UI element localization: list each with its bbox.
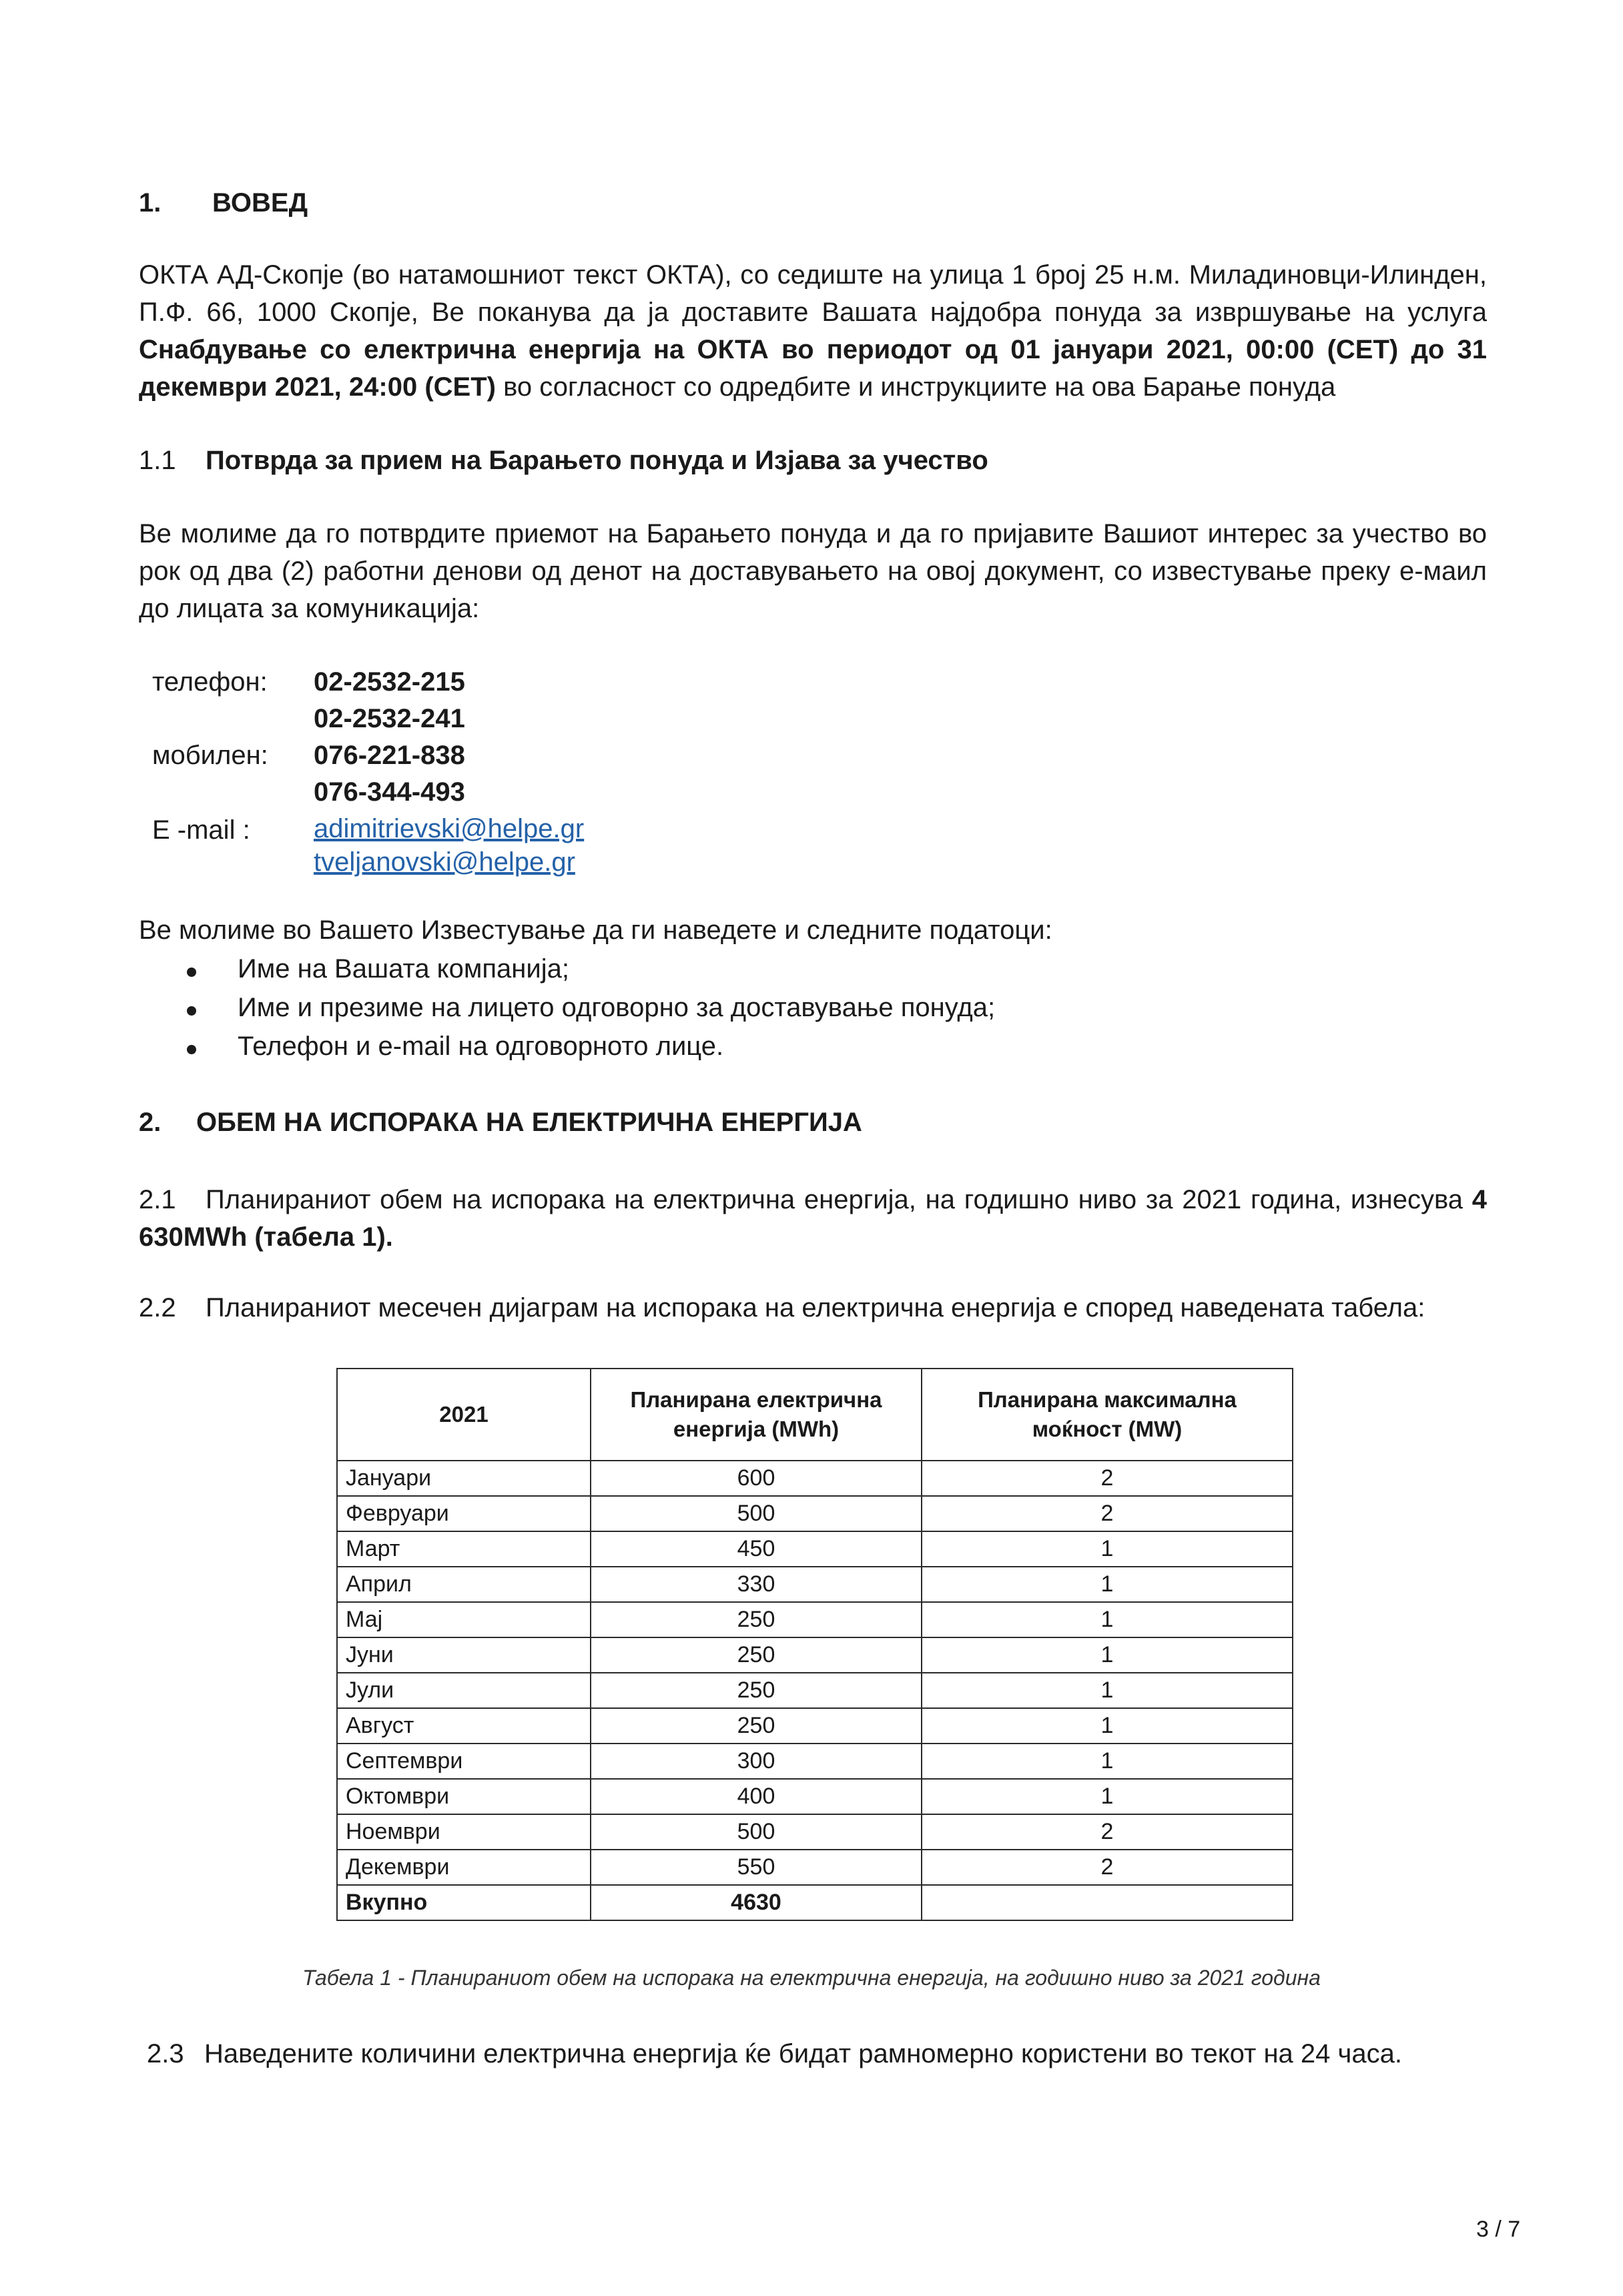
energy-cell: 600 — [591, 1461, 922, 1496]
header-power: Планирана максимална моќност (MW) — [922, 1369, 1293, 1461]
month-cell: Декември — [337, 1850, 591, 1885]
p23-text: Наведените количини електрична енергија ќе бидат рамномерно користени во текот на 24 часа. — [204, 2039, 1402, 2068]
section-1-heading — [139, 188, 308, 218]
section-1-1-title: Потврда за прием на Барањето понуда и Изјава за учество — [206, 446, 988, 475]
paragraph-2-3 — [147, 2035, 1495, 2072]
section-1-title: ВОВЕД — [212, 188, 308, 218]
table-row — [337, 1744, 1293, 1779]
table-row — [337, 1814, 1293, 1850]
header-year: 2021 — [337, 1369, 591, 1461]
mobile-1: 076-221-838 — [314, 741, 465, 770]
month-cell: Февруари — [337, 1496, 591, 1531]
confirmation-paragraph — [139, 515, 1487, 627]
mobile-2: 076-344-493 — [314, 777, 465, 807]
table-row — [337, 1637, 1293, 1673]
month-cell: Мај — [337, 1602, 591, 1637]
power-cell: 2 — [922, 1461, 1293, 1496]
mobile-label: мобилен: — [152, 741, 268, 770]
energy-cell: 250 — [591, 1637, 922, 1673]
table-row — [337, 1673, 1293, 1708]
table-row — [337, 1779, 1293, 1814]
power-cell: 1 — [922, 1531, 1293, 1567]
power-cell: 1 — [922, 1673, 1293, 1708]
month-cell: Ноември — [337, 1814, 591, 1850]
table-row — [337, 1496, 1293, 1531]
section-1-number: 1. — [139, 188, 161, 218]
page-number: 3 / 7 — [1476, 2217, 1521, 2242]
table-total-row — [337, 1885, 1293, 1920]
energy-cell: 330 — [591, 1567, 922, 1602]
p21-text: Планираниот обем на испорака на електрична енергија, на годишно ниво за 2021 година, изнесува — [206, 1185, 1472, 1214]
total-energy: 4630 — [591, 1885, 922, 1920]
total-power — [922, 1885, 1293, 1920]
energy-cell: 400 — [591, 1779, 922, 1814]
section-1-1-heading — [139, 446, 988, 476]
energy-cell: 500 — [591, 1814, 922, 1850]
p22-text: Планираниот месечен дијаграм на испорака на електрична енергија е според наведената табела: — [206, 1293, 1425, 1322]
energy-table — [336, 1368, 1293, 1921]
month-cell: Октомври — [337, 1779, 591, 1814]
phone-label: телефон: — [152, 667, 268, 697]
energy-cell: 500 — [591, 1496, 922, 1531]
paragraph-2-2 — [139, 1289, 1487, 1326]
power-cell: 1 — [922, 1708, 1293, 1744]
notice-item: Телефон и e-mail на одговорното лице. — [238, 1032, 724, 1061]
month-cell: Август — [337, 1708, 591, 1744]
header-energy: Планирана електрична енергија (MWh) — [591, 1369, 922, 1461]
table-header-row — [337, 1369, 1293, 1461]
table-row — [337, 1850, 1293, 1885]
month-cell: Март — [337, 1531, 591, 1567]
table-row — [337, 1461, 1293, 1496]
energy-cell: 250 — [591, 1602, 922, 1637]
energy-cell: 250 — [591, 1673, 922, 1708]
email-link-2[interactable]: tveljanovski@helpe.gr — [314, 847, 575, 877]
p21-number: 2.1 — [139, 1185, 176, 1214]
intro-bold: Снабдување со електрична енергија на ОКТА во периодот од 01 јануари 2021, 00:00 (CET) до 31 декември 2021, 24:00 (CET) — [139, 335, 1487, 402]
power-cell: 2 — [922, 1814, 1293, 1850]
table-row — [337, 1567, 1293, 1602]
month-cell: Јуни — [337, 1637, 591, 1673]
power-cell: 2 — [922, 1850, 1293, 1885]
bullet-icon — [187, 1006, 196, 1016]
intro-text-1: ОКТА АД-Скопје (во натамошниот текст ОКТА), со седиште на улица 1 број 25 н.м. Миладиновци-Илинден, П.Ф. 66, 1000 Скопје, Ве поканува да ја доставите Вашата најдобра понуда за извршување на услуга — [139, 260, 1487, 327]
energy-cell: 450 — [591, 1531, 922, 1567]
month-cell: Јануари — [337, 1461, 591, 1496]
energy-cell: 550 — [591, 1850, 922, 1885]
table-row — [337, 1531, 1293, 1567]
phone-2: 02-2532-241 — [314, 704, 465, 733]
email-label: E -mail : — [152, 815, 250, 845]
table-row — [337, 1708, 1293, 1744]
section-2-heading — [139, 1108, 862, 1138]
section-1-1-number: 1.1 — [139, 446, 176, 475]
intro-text-2: во согласност со одредбите и инструкциите на ова Барање понуда — [495, 372, 1336, 402]
bullet-icon — [187, 1045, 196, 1054]
intro-paragraph — [139, 256, 1487, 406]
power-cell: 1 — [922, 1779, 1293, 1814]
power-cell: 2 — [922, 1496, 1293, 1531]
p22-number: 2.2 — [139, 1293, 176, 1322]
energy-cell: 300 — [591, 1744, 922, 1779]
email-link-1[interactable]: adimitrievski@helpe.gr — [314, 814, 585, 843]
month-cell: Септември — [337, 1744, 591, 1779]
month-cell: Јули — [337, 1673, 591, 1708]
p21-bold: 4 630MWh (табела 1). — [139, 1185, 1487, 1252]
phone-1: 02-2532-215 — [314, 667, 465, 697]
confirmation-text: Ве молиме да го потврдите приемот на Барањето понуда и да го пријавите Вашиот интерес за учество во рок од два (2) работни денови од денот на доставувањето на овој документ, со известување преку е-маил до лицата за комуникација: — [139, 519, 1487, 623]
power-cell: 1 — [922, 1744, 1293, 1779]
power-cell: 1 — [922, 1637, 1293, 1673]
p23-number: 2.3 — [147, 2039, 184, 2068]
total-label: Вкупно — [337, 1885, 591, 1920]
table-row — [337, 1602, 1293, 1637]
power-cell: 1 — [922, 1602, 1293, 1637]
energy-cell: 250 — [591, 1708, 922, 1744]
table-caption: Табела 1 - Планираниот обем на испорака на електрична енергија, на годишно ниво за 2021 година — [302, 1966, 1321, 1990]
section-2-number: 2. — [139, 1108, 161, 1137]
month-cell: Април — [337, 1567, 591, 1602]
notice-intro: Ве молиме во Вашето Известување да ги наведете и следните податоци: — [139, 915, 1052, 945]
notice-item: Име и презиме на лицето одговорно за доставување понуда; — [238, 993, 996, 1022]
bullet-icon — [187, 968, 196, 977]
paragraph-2-1 — [139, 1181, 1487, 1256]
power-cell: 1 — [922, 1567, 1293, 1602]
notice-item: Име на Вашата компанија; — [238, 954, 569, 984]
section-2-title: ОБЕМ НА ИСПОРАКА НА ЕЛЕКТРИЧНА ЕНЕРГИЈА — [196, 1108, 862, 1137]
